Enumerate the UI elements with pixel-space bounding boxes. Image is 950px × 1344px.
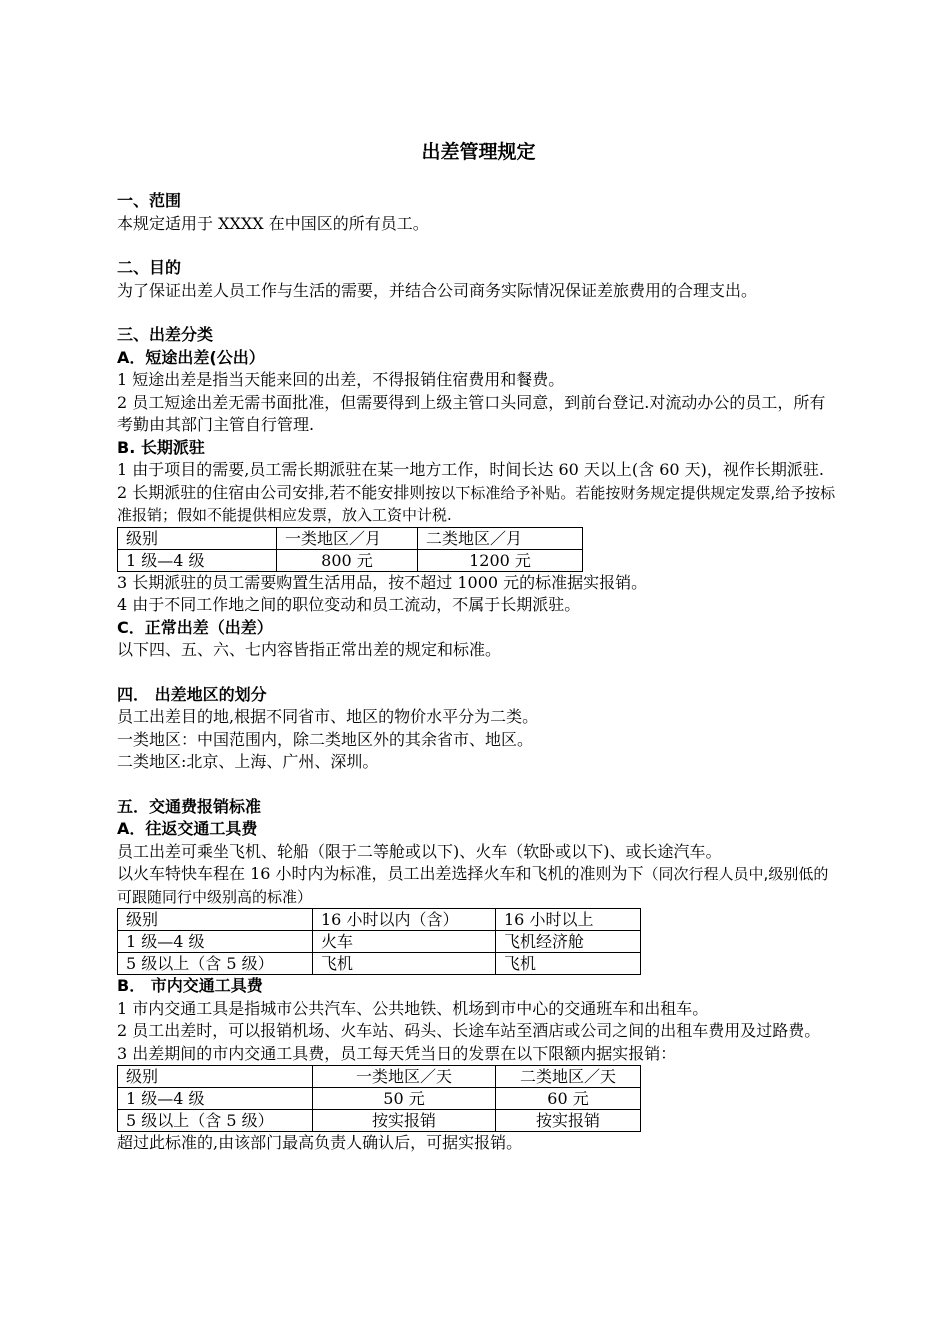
- table-cell: 60 元: [496, 1088, 641, 1110]
- local-transport-item-1: 1 市内交通工具是指城市公共汽车、公共地铁、机场到市中心的交通班车和出租车。: [117, 998, 709, 1018]
- section-transport-heading: 五．交通费报销标准: [117, 796, 262, 816]
- round-trip-table: [117, 908, 641, 975]
- table-cell: 飞机: [313, 953, 496, 975]
- table-header-row: [118, 909, 641, 931]
- page-title: 出差管理规定: [421, 141, 536, 163]
- table-cell: 按实报销: [313, 1110, 496, 1132]
- table-cell: 级别: [118, 1066, 313, 1088]
- table-cell: 5 级以上（含 5 级）: [118, 953, 313, 975]
- table-cell: 级别: [118, 909, 313, 931]
- table-cell: 二类地区／月: [418, 527, 583, 549]
- long-term-item-2-bold: 按以下标准给予补贴。若能按财务规定提供规定发票,给予按标准报销；假如不能提供相应发票，放入工资中计税.: [117, 483, 836, 524]
- table-cell: 一类地区／月: [277, 527, 418, 549]
- table-cell: 1200 元: [418, 549, 583, 571]
- table-cell: 级别: [118, 527, 277, 549]
- local-transport-item-2: 2 员工出差时，可以报销机场、火车站、码头、长途车站至酒店或公司之间的出租车费用及过路费。: [117, 1021, 821, 1040]
- section-scope-heading: 一、范围: [117, 191, 182, 210]
- region-line-2: 一类地区：中国范围内，除二类地区外的其余省市、地区。: [117, 729, 534, 749]
- region-line-3: 二类地区:北京、上海、广州、深圳。: [117, 752, 379, 771]
- table-cell: 二类地区／天: [496, 1066, 641, 1088]
- region-line-1: 员工出差目的地,根据不同省市、地区的物价水平分为二类。: [117, 707, 539, 726]
- short-trip-item-1: 1 短途出差是指当天能来回的出差，不得报销住宿费用和餐费。: [117, 370, 565, 389]
- round-trip-line-2-bold: （同次行程人员中,级别低的可跟随同行中级别高的标准）: [117, 865, 829, 906]
- table-cell: 火车: [313, 931, 496, 953]
- local-transport-note: 超过此标准的,由该部门最高负责人确认后，可据实报销。: [117, 1133, 523, 1152]
- round-trip-line-2: [117, 863, 840, 908]
- section-category-heading: 三、出差分类: [117, 325, 214, 344]
- section-purpose-text: 为了保证出差人员工作与生活的需要，并结合公司商务实际情况保证差旅费用的合理支出。: [117, 280, 758, 300]
- table-cell: 飞机: [496, 953, 641, 975]
- table-cell: 1 级—4 级: [118, 931, 313, 953]
- long-term-item-4: 4 由于不同工作地之间的职位变动和员工流动，不属于长期派驻。: [117, 595, 581, 614]
- round-trip-line-1: 员工出差可乘坐飞机、轮船（限于二等舱或以下)、火车（软卧或以下)、或长途汽车。: [117, 841, 722, 861]
- table-row: [118, 931, 641, 953]
- local-transport-heading: B． 市内交通工具费: [117, 976, 263, 995]
- round-trip-line-2-text: 以火车特快车程在 16 小时内为标准，员工出差选择火车和飞机的准则为下: [117, 864, 644, 883]
- spacer: [117, 235, 840, 257]
- long-term-allowance-table: [117, 527, 583, 572]
- long-term-item-2: [117, 482, 840, 527]
- section-region-heading: 四． 出差地区的划分: [117, 684, 267, 704]
- table-cell: 一类地区／天: [313, 1066, 496, 1088]
- normal-trip-heading: C．正常出差（出差）: [117, 617, 273, 637]
- table-cell: 16 小时以上: [496, 909, 641, 931]
- spacer: [117, 302, 840, 324]
- short-trip-item-2: 2 员工短途出差无需书面批准，但需要得到上级主管口头同意，到前台登记.对流动办公的员工，所有考勤由其部门主管自行管理.: [117, 392, 826, 434]
- long-term-heading: B. 长期派驻: [117, 437, 205, 457]
- table-header-row: [118, 1066, 641, 1088]
- table-cell: 800 元: [277, 549, 418, 571]
- short-trip-heading: A．短途出差(公出）: [117, 347, 265, 367]
- table-header-row: [118, 527, 583, 549]
- table-row: [118, 549, 583, 571]
- local-transport-item-3: 3 出差期间的市内交通工具费，员工每天凭当日的发票在以下限额内据实报销：: [117, 1043, 677, 1063]
- table-cell: 16 小时以内（含）: [313, 909, 496, 931]
- table-cell: 飞机经济舱: [496, 931, 641, 953]
- long-term-item-3: 3 长期派驻的员工需要购置生活用品，按不超过 1000 元的标准据实报销。: [117, 572, 648, 592]
- table-cell: 按实报销: [496, 1110, 641, 1132]
- section-scope-text: 本规定适用于 XXXX 在中国区的所有员工。: [117, 213, 429, 233]
- table-row: [118, 953, 641, 975]
- long-term-item-1: 1 由于项目的需要,员工需长期派驻在某一地方工作，时间长达 60 天以上(含 60 天)，视作长期派驻.: [117, 460, 824, 479]
- table-row: [118, 1088, 641, 1110]
- spacer: [117, 662, 840, 684]
- section-purpose-heading: 二、目的: [117, 258, 182, 277]
- table-row: [118, 1110, 641, 1132]
- table-cell: 5 级以上（含 5 级）: [118, 1110, 313, 1132]
- table-cell: 1 级—4 级: [118, 1088, 313, 1110]
- round-trip-heading: A．往返交通工具费: [117, 819, 258, 838]
- local-transport-table: [117, 1065, 641, 1132]
- table-cell: 50 元: [313, 1088, 496, 1110]
- table-cell: 1 级—4 级: [118, 549, 277, 571]
- long-term-item-2-text: 2 长期派驻的住宿由公司安排,若不能安排则: [117, 482, 426, 502]
- spacer: [117, 774, 840, 796]
- normal-trip-text: 以下四、五、六、七内容皆指正常出差的规定和标准。: [117, 640, 502, 659]
